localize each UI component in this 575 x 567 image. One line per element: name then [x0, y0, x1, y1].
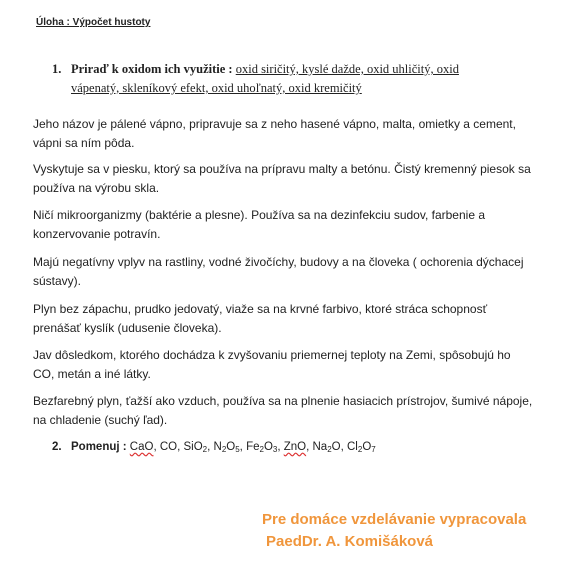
formula-na2o: $Na_2O$ — [312, 441, 341, 454]
question-1-answers-line1: oxid siričitý, kyslé dažde, oxid uhličitý, oxid — [235, 62, 459, 76]
question-2-lead: Pomenuj : — [71, 441, 127, 453]
paragraph-2-line1: Vyskytuje sa v piesku, ktorý sa používa na prípravu malty a betónu. Čistý kremenný piesok sa — [33, 162, 531, 176]
paragraph-3 — [33, 206, 533, 244]
formula-cl2o7: $Cl_2O_7$ — [347, 441, 376, 454]
formula-co: CO — [159, 441, 178, 453]
question-2-number: 2. — [52, 441, 62, 453]
question-1-answers-line2: vápenatý, skleníkový efekt, oxid uhoľnatý, oxid kremičitý — [71, 81, 362, 95]
formula-sio2: SiO$_2$ — [183, 441, 208, 454]
paragraph-6-line1: Jav dôsledkom, ktorého dochádza k zvyšovaniu priemernej teploty na Zemi, spôsobujú ho — [33, 348, 511, 362]
paragraph-7-line2: na chladenie (suchý ľad). — [33, 413, 168, 427]
paragraph-5 — [33, 300, 533, 338]
paragraph-3-line2: konzervovanie potravín. — [33, 227, 161, 241]
page-header: Úloha : Výpočet hustoty — [36, 17, 151, 28]
author-name: PaedDr. A. Komišáková — [266, 533, 434, 550]
paragraph-1-line2: vápni sa ním pôda. — [33, 136, 135, 150]
question-1 — [52, 60, 522, 98]
question-1-number: 1. — [52, 62, 62, 76]
author-note — [262, 509, 526, 553]
paragraph-2 — [33, 160, 533, 198]
paragraph-3-line1: Ničí mikroorganizmy (baktérie a plesne). Používa sa na dezinfekciu sudov, farbenie a — [33, 208, 485, 222]
paragraph-5-line1: Plyn bez zápachu, prudko jedovatý, viaže sa na krvné farbivo, ktoré stráca schopnosť — [33, 302, 488, 316]
formula-cao: CaO — [129, 441, 154, 453]
author-note-line1: Pre domáce vzdelávanie vypracovala — [262, 511, 527, 528]
formula-zno: ZnO — [283, 441, 307, 453]
paragraph-7 — [33, 392, 533, 430]
question-2 — [52, 441, 376, 454]
paragraph-1 — [33, 115, 533, 153]
formula-fe2o3: $Fe_2O_3$ — [246, 441, 278, 454]
formula-list: CaO, CO, SiO$_2$, $N_2O_5$, $Fe_2O_3$, ZnO, $Na_2O$, $Cl_2O_7$ — [129, 441, 376, 454]
question-1-lead: Priraď k oxidom ich využitie : — [71, 62, 233, 76]
paragraph-6-line2: CO, metán a iné látky. — [33, 367, 151, 381]
paragraph-4-line1: Majú negatívny vplyv na rastliny, vodné živočíchy, budovy a na človeka ( ochorenia dýchacej — [33, 255, 524, 269]
paragraph-5-line2: prenášať kyslík (udusenie človeka). — [33, 321, 222, 335]
paragraph-1-line1: Jeho názov je pálené vápno, pripravuje sa z neho hasené vápno, malta, omietky a cement, — [33, 117, 516, 131]
paragraph-6 — [33, 346, 533, 384]
paragraph-2-line2: používa na výrobu skla. — [33, 181, 160, 195]
paragraph-4-line2: sústavy). — [33, 274, 82, 288]
paragraph-4 — [33, 253, 533, 291]
paragraph-7-line1: Bezfarebný plyn, ťažší ako vzduch, používa sa na plnenie hasiacich prístrojov, šumivé nápoje, — [33, 394, 533, 408]
formula-n2o5: $N_2O_5$ — [213, 441, 240, 454]
